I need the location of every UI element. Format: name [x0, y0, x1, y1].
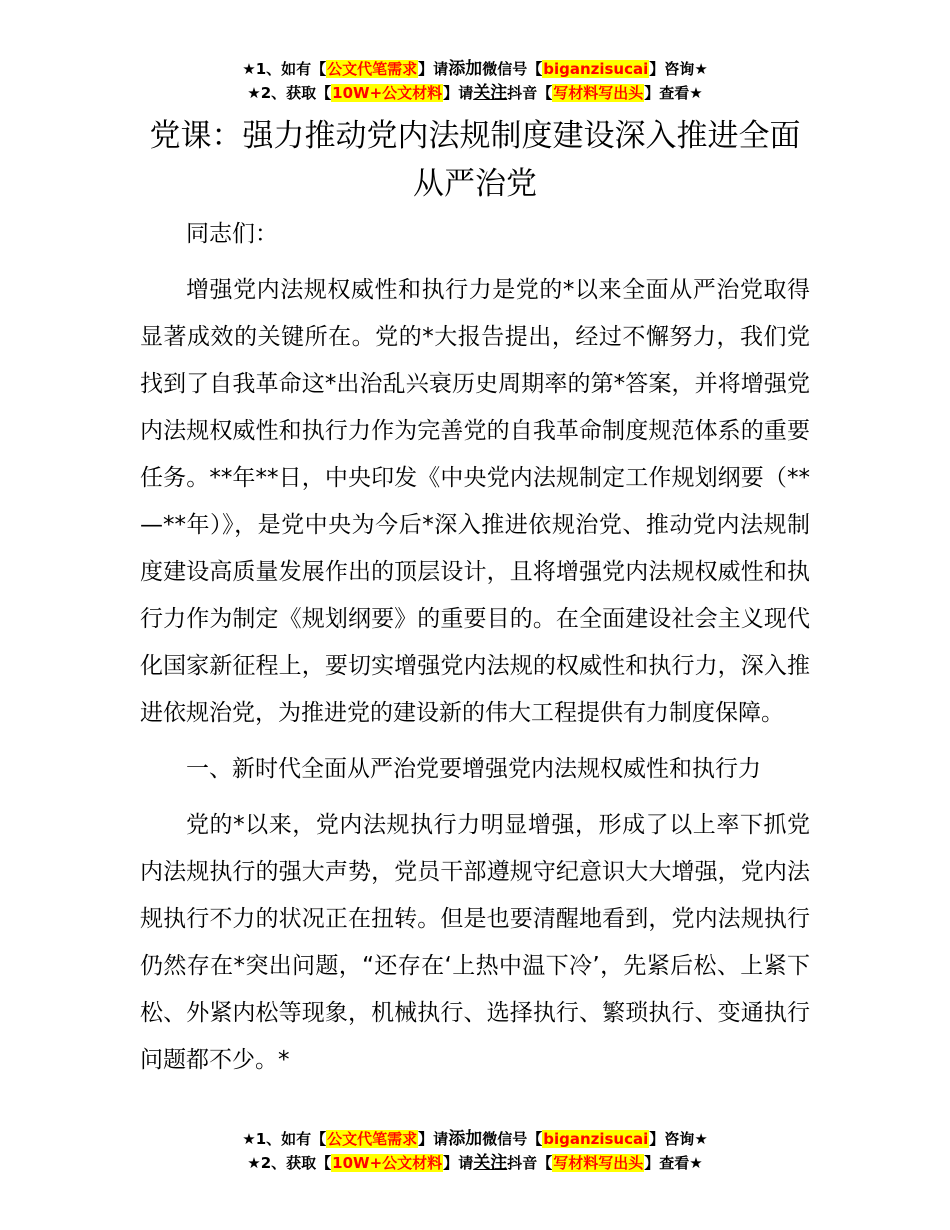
banner-emphasis: 添加 [448, 59, 483, 79]
banner-line-2 [0, 1151, 950, 1175]
banner-text: 微信号 [482, 60, 528, 78]
banner-text: 1、如有 [255, 60, 312, 78]
document-title: 党课：强力推动党内法规制度建设深入推进全面从严治党 [149, 118, 801, 202]
banner-text: 请 [458, 1154, 474, 1172]
header-banner [0, 57, 950, 105]
banner-text: 查看 [659, 84, 690, 102]
bracket: 【 [316, 84, 332, 102]
banner-text: 微信号 [482, 1130, 528, 1148]
banner-emphasis: 关注 [473, 83, 508, 103]
banner-text: 咨询 [664, 60, 695, 78]
banner-text: 查看 [659, 1154, 690, 1172]
bracket: 】 [644, 84, 660, 102]
star-icon: ★ [247, 84, 261, 102]
banner-text: 请 [433, 1130, 449, 1148]
banner-text: 1、如有 [255, 1130, 312, 1148]
paragraph: 党的*以来，党内法规执行力明显增强，形成了以上率下抓党内法规执行的强大声势，党员干部遵规守纪意识大大增强，党内法规执行不力的状况正在扭转。但是也要清醒地看到，党内法规执行仍然存在*突出问题，“还存在‘上热中温下冷’，先紧后松、上紧下松、外紧内松等现象，机械执行、选择执行、繁琐执行、变通执行问题都不少。* [140, 812, 810, 1073]
section-heading: 一、新时代全面从严治党要增强党内法规权威性和执行力 [186, 756, 761, 782]
bracket: 】 [443, 1154, 459, 1172]
bracket: 】 [649, 60, 665, 78]
banner-text: 抖音 [507, 84, 538, 102]
bracket: 】 [649, 1130, 665, 1148]
banner-line-2 [0, 81, 950, 105]
bracket: 【 [527, 60, 543, 78]
bracket: 【 [537, 1154, 553, 1172]
banner-line-1 [0, 1127, 950, 1151]
document-body [140, 211, 810, 1093]
bracket: 】 [644, 1154, 660, 1172]
star-icon: ★ [694, 60, 708, 78]
banner-text: 请 [458, 84, 474, 102]
banner-line-1 [0, 57, 950, 81]
highlight-materials: 10W+公文材料 [332, 1154, 443, 1172]
banner-text: 请 [433, 60, 449, 78]
star-icon: ★ [242, 60, 256, 78]
star-icon: ★ [247, 1154, 261, 1172]
banner-text: 抖音 [507, 1154, 538, 1172]
banner-text: 咨询 [664, 1130, 695, 1148]
highlight-douyin-account: 写材料写出头 [553, 1154, 644, 1172]
bracket: 】 [418, 60, 434, 78]
star-icon: ★ [689, 1154, 703, 1172]
star-icon: ★ [694, 1130, 708, 1148]
paragraph: 增强党内法规权威性和执行力是党的*以来全面从严治党取得显著成效的关键所在。党的*大报告提出，经过不懈努力，我们党找到了自我革命这*出治乱兴衰历史周期率的第*答案，并将增强党内法规权威性和执行力作为完善党的自我革命制度规范体系的重要任务。**年**日，中央印发《中央党内法规制定工作规划纲要（**—**年）》，是党中央为今后*深入推进依规治党、推动党内法规制度建设高质量发展作出的顶层设计，且将增强党内法规权威性和执行力作为制定《规划纲要》的重要目的。在全面建设社会主义现代化国家新征程上，要切实增强党内法规的权威性和执行力，深入推进依规治党，为推进党的建设新的伟大工程提供有力制度保障。 [140, 277, 810, 726]
banner-emphasis: 关注 [473, 1153, 508, 1173]
highlight-service: 公文代笔需求 [327, 60, 418, 78]
highlight-wechat-id: biganzisucai [543, 1130, 649, 1148]
bracket: 【 [316, 1154, 332, 1172]
highlight-materials: 10W+公文材料 [332, 84, 443, 102]
star-icon: ★ [242, 1130, 256, 1148]
bracket: 【 [537, 84, 553, 102]
banner-text: 2、获取 [260, 84, 317, 102]
highlight-service: 公文代笔需求 [327, 1130, 418, 1148]
highlight-wechat-id: biganzisucai [543, 60, 649, 78]
footer-banner [0, 1127, 950, 1175]
bracket: 【 [311, 60, 327, 78]
bracket: 【 [527, 1130, 543, 1148]
banner-text: 2、获取 [260, 1154, 317, 1172]
bracket: 】 [418, 1130, 434, 1148]
highlight-douyin-account: 写材料写出头 [553, 84, 644, 102]
star-icon: ★ [689, 84, 703, 102]
bracket: 【 [311, 1130, 327, 1148]
bracket: 】 [443, 84, 459, 102]
banner-emphasis: 添加 [448, 1129, 483, 1149]
salutation: 同志们： [186, 221, 278, 247]
